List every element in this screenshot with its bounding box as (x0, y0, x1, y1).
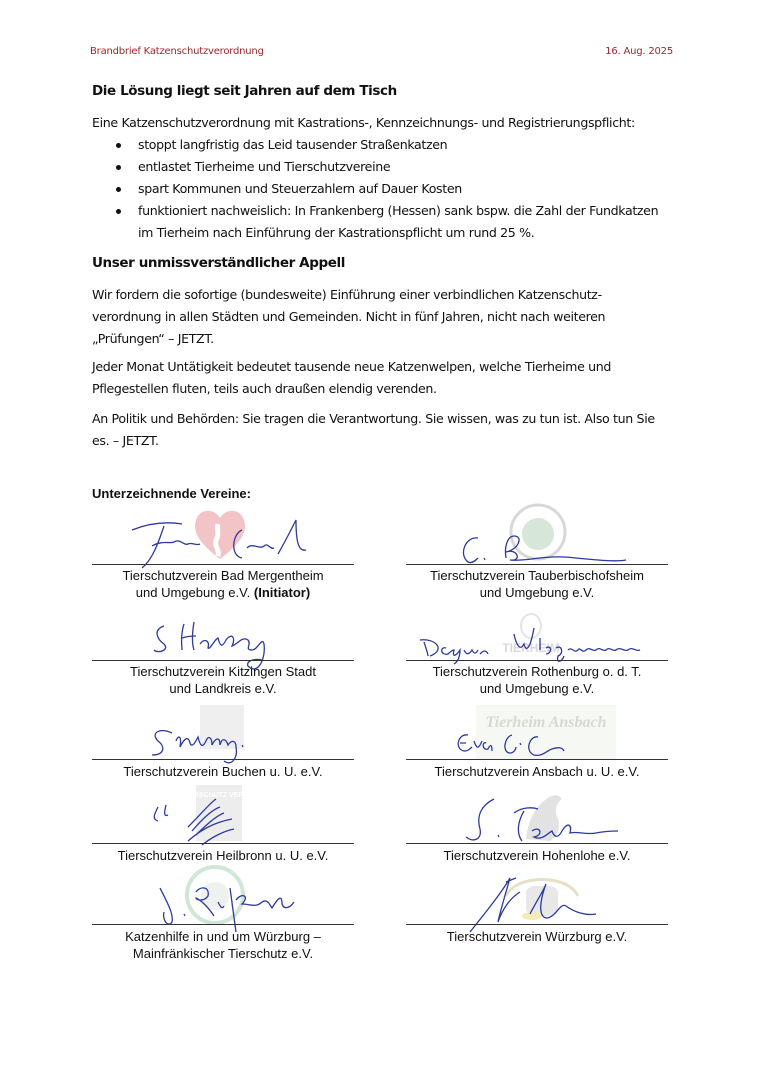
bullet-icon (116, 187, 121, 192)
bullet-item (92, 156, 672, 178)
svg-text:TIERHEIM: TIERHEIM (502, 641, 560, 655)
signature-block (92, 785, 354, 865)
signature-block (406, 705, 668, 785)
signature-line (92, 660, 354, 661)
handwritten-signature (406, 862, 668, 928)
signature-block (92, 862, 354, 972)
handwritten-signature (92, 705, 354, 771)
signatory-name: Katzenhilfe in und um Würzburg – Mainfränkischer Tierschutz e.V. (125, 929, 321, 961)
document-header-title: Brandbrief Katzenschutzverordnung (90, 46, 264, 57)
handwritten-signature (406, 500, 668, 566)
signature-line (92, 759, 354, 760)
document-header-date: 16. Aug. 2025 (605, 46, 673, 57)
signature-block (92, 705, 354, 785)
bullet-item (92, 200, 672, 244)
appeal-paragraph-1: Wir fordern die sofortige (bundesweite) Einführung einer verbindlichen Katzenschutz-verordnung in allen Städten und Gemeinden. Nicht in fünf Jahren, nicht nach weiteren „Prüfungen“ – JETZT. (92, 287, 606, 346)
signature-block (406, 785, 668, 865)
signature-line (406, 843, 668, 844)
handwritten-signature (406, 785, 668, 851)
signature-block (92, 610, 354, 705)
handwritten-signature (92, 785, 354, 851)
signatory-name: Tierschutzverein Kitzingen Stadt und Landkreis e.V. (130, 664, 316, 696)
bullet-list (92, 134, 672, 244)
bullet-item (92, 178, 672, 200)
handwritten-signature (92, 862, 354, 928)
signature-line (406, 759, 668, 760)
section-heading-appeal: Unser unmissverständlicher Appell (92, 255, 345, 271)
initiator-label: (Initiator) (253, 585, 311, 600)
appeal-paragraph-3: An Politik und Behörden: Sie tragen die Verantwortung. Sie wissen, was zu tun ist. Also tun Sie es. – JETZT. (92, 411, 655, 448)
signatories-heading: Unterzeichnende Vereine: (92, 486, 251, 501)
signatory-name: Tierschutzverein Tauberbischofsheim und Umgebung e.V. (430, 568, 644, 600)
signature-line (406, 924, 668, 925)
bullet-item (92, 134, 672, 156)
bullet-text: entlastet Tierheime und Tierschutzvereine (138, 159, 391, 174)
signature-line (92, 564, 354, 565)
signature-block (406, 862, 668, 972)
signature-block (92, 500, 354, 610)
bullet-icon (116, 165, 121, 170)
handwritten-signature (92, 500, 354, 566)
bullet-text: stoppt langfristig das Leid tausender Straßenkatzen (138, 137, 448, 152)
signature-line (92, 843, 354, 844)
appeal-paragraph-2: Jeder Monat Untätigkeit bedeutet tausende neue Katzenwelpen, welche Tierheime und Pflegestellen fluten, teils auch draußen elendig verenden. (92, 359, 612, 396)
signature-line (406, 660, 668, 661)
bullet-icon (116, 209, 121, 214)
signatory-name: Tierschutzverein Hohenlohe e.V. (443, 848, 631, 863)
signature-line (406, 564, 668, 565)
signature-block (406, 500, 668, 610)
signatory-name: Tierschutzverein Buchen u. U. e.V. (123, 764, 323, 779)
bullet-text: spart Kommunen und Steuerzahlern auf Dauer Kosten (138, 181, 462, 196)
svg-text:TIERSCHUTZ VEREIN: TIERSCHUTZ VEREIN (182, 792, 256, 799)
signatory-name: Tierschutzverein Bad Mergentheim und Umgebung e.V. (Initiator) (122, 568, 324, 600)
handwritten-signature (406, 705, 668, 771)
section-intro: Eine Katzenschutzverordnung mit Kastrations-, Kennzeichnungs- und Registrierungspflicht: (92, 115, 635, 130)
signatory-name: Tierschutzverein Würzburg e.V. (446, 929, 628, 944)
signature-block (406, 610, 668, 705)
signatory-name: Tierschutzverein Heilbronn u. U. e.V. (117, 848, 329, 863)
svg-text:Tierheim Ansbach: Tierheim Ansbach (485, 714, 607, 731)
signatory-name: Tierschutzverein Ansbach u. U. e.V. (434, 764, 640, 779)
bullet-text: funktioniert nachweislich: In Frankenberg (Hessen) sank bspw. die Zahl der Fundkatzen im Tierheim nach Einführung der Kastrationspflicht um rund 25 %. (138, 203, 659, 240)
bullet-icon (116, 143, 121, 148)
signatory-name: Tierschutzverein Rothenburg o. d. T. und Umgebung e.V. (432, 664, 642, 696)
section-heading-solution: Die Lösung liegt seit Jahren auf dem Tisch (92, 83, 397, 99)
signature-line (92, 924, 354, 925)
